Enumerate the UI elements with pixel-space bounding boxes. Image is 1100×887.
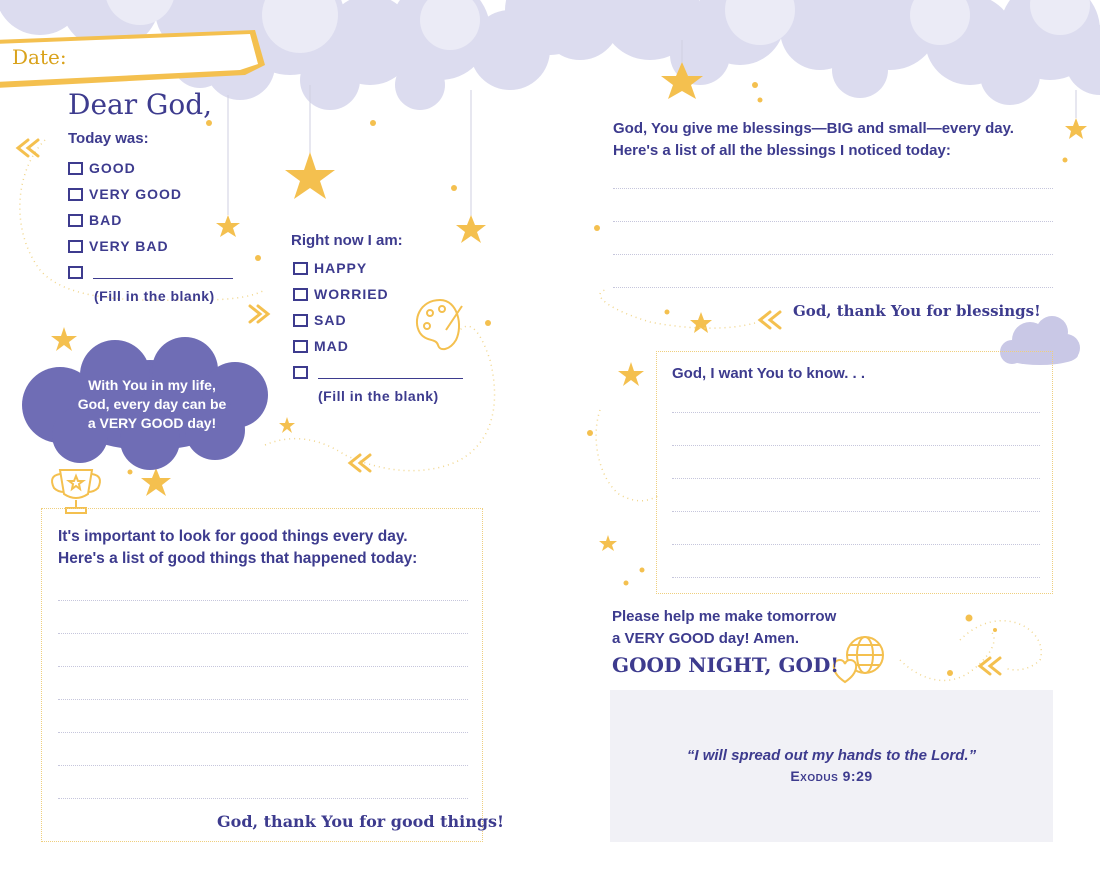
option-label: VERY BAD bbox=[89, 238, 169, 254]
feeling-option-blank[interactable] bbox=[293, 359, 463, 385]
option-label: MAD bbox=[314, 338, 349, 354]
cloud-line: With You in my life, bbox=[88, 377, 216, 393]
checkbox[interactable] bbox=[68, 214, 83, 227]
prompt-line: It's important to look for good things every day. bbox=[58, 528, 408, 545]
option-label: VERY GOOD bbox=[89, 186, 183, 202]
prompt-line: Here's a list of all the blessings I noticed today: bbox=[613, 142, 951, 159]
writing-line[interactable] bbox=[58, 633, 468, 634]
verse-reference: Exodus 9:29 bbox=[790, 768, 873, 784]
today-option-very-bad[interactable] bbox=[68, 233, 233, 259]
feeling-option-happy[interactable] bbox=[293, 255, 463, 281]
prayer-line: Please help me make tomorrow bbox=[612, 608, 837, 625]
writing-line[interactable] bbox=[613, 221, 1053, 222]
want-to-know-box bbox=[656, 351, 1053, 594]
writing-line[interactable] bbox=[58, 765, 468, 766]
today-option-very-good[interactable] bbox=[68, 181, 233, 207]
writing-line[interactable] bbox=[672, 544, 1040, 545]
checkbox[interactable] bbox=[293, 340, 308, 353]
feeling-option-sad[interactable] bbox=[293, 307, 463, 333]
greeting: Dear God, bbox=[68, 88, 213, 121]
clouds-top-right bbox=[540, 0, 1100, 105]
checkbox[interactable] bbox=[293, 288, 308, 301]
option-label: WORRIED bbox=[314, 286, 389, 302]
writing-line[interactable] bbox=[58, 732, 468, 733]
fill-in-blank-hint: (Fill in the blank) bbox=[318, 388, 439, 404]
checkbox[interactable] bbox=[68, 240, 83, 253]
writing-line[interactable] bbox=[672, 445, 1040, 446]
good-things-thanks: God, thank You for good things! bbox=[217, 812, 505, 831]
prompt-line: Here's a list of good things that happened today: bbox=[58, 550, 418, 567]
writing-line[interactable] bbox=[672, 577, 1040, 578]
prayer-line: a VERY GOOD day! Amen. bbox=[612, 630, 799, 647]
verse-panel bbox=[610, 690, 1053, 842]
today-option-blank[interactable] bbox=[68, 259, 233, 285]
writing-line[interactable] bbox=[58, 600, 468, 601]
blessings-prompt bbox=[613, 118, 1014, 162]
fill-in-blank-hint: (Fill in the blank) bbox=[94, 288, 215, 304]
today-option-bad[interactable] bbox=[68, 207, 233, 233]
checkbox[interactable] bbox=[293, 262, 308, 275]
today-option-good[interactable] bbox=[68, 155, 233, 181]
checkbox[interactable] bbox=[68, 188, 83, 201]
checkbox[interactable] bbox=[293, 366, 308, 379]
writing-line[interactable] bbox=[613, 287, 1053, 288]
writing-line[interactable] bbox=[672, 412, 1040, 413]
writing-line[interactable] bbox=[672, 511, 1040, 512]
cloud-message bbox=[52, 376, 252, 433]
good-things-prompt bbox=[58, 526, 417, 570]
want-to-know-label: God, I want You to know. . . bbox=[672, 365, 866, 382]
feeling-option-mad[interactable] bbox=[293, 333, 463, 359]
writing-line[interactable] bbox=[613, 254, 1053, 255]
blank-line[interactable] bbox=[93, 266, 233, 279]
blessings-thanks: God, thank You for blessings! bbox=[793, 302, 1041, 320]
feeling-checklist bbox=[293, 255, 463, 385]
today-was-label: Today was: bbox=[68, 130, 149, 147]
checkbox[interactable] bbox=[68, 162, 83, 175]
cloud-line: God, every day can be bbox=[77, 396, 227, 412]
option-label: HAPPY bbox=[314, 260, 368, 276]
verse-text: “I will spread out my hands to the Lord.” bbox=[686, 747, 977, 764]
today-checklist bbox=[68, 155, 233, 285]
trophy-icon bbox=[52, 470, 100, 513]
option-label: SAD bbox=[314, 312, 347, 328]
blank-line[interactable] bbox=[318, 366, 463, 379]
date-label: Date: bbox=[12, 45, 67, 69]
writing-line[interactable] bbox=[672, 478, 1040, 479]
option-label: BAD bbox=[89, 212, 123, 228]
checkbox[interactable] bbox=[293, 314, 308, 327]
right-now-label: Right now I am: bbox=[291, 232, 403, 249]
writing-line[interactable] bbox=[58, 798, 468, 799]
globe-heart-icon bbox=[834, 637, 883, 682]
cloud-line: a VERY GOOD day! bbox=[87, 415, 217, 431]
checkbox[interactable] bbox=[68, 266, 83, 279]
tomorrow-prayer bbox=[612, 606, 836, 650]
writing-line[interactable] bbox=[613, 188, 1053, 189]
feeling-option-worried[interactable] bbox=[293, 281, 463, 307]
writing-line[interactable] bbox=[58, 699, 468, 700]
option-label: GOOD bbox=[89, 160, 136, 176]
good-night: GOOD NIGHT, GOD! bbox=[612, 653, 840, 677]
prompt-line: God, You give me blessings—BIG and small—every day. bbox=[613, 120, 1014, 137]
writing-line[interactable] bbox=[58, 666, 468, 667]
